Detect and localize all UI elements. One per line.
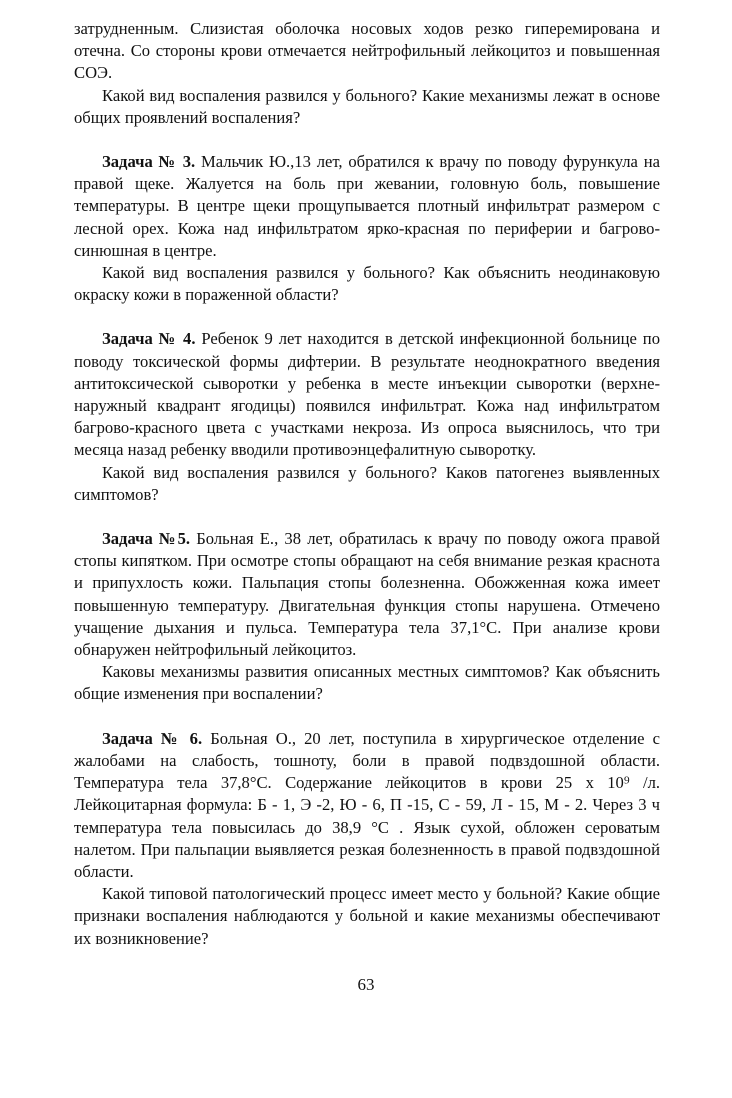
task-4-question: Какой вид воспаления развился у больного? Каков патогенез выявленных симптомов? — [74, 462, 660, 504]
task-4-paragraph — [74, 328, 660, 461]
task-3-paragraph — [74, 151, 660, 262]
spacer — [74, 506, 660, 528]
spacer — [74, 306, 660, 328]
task-5-question: Каковы механизмы развития описанных местных симптомов? Как объяснить общие изменения при воспалении? — [74, 662, 660, 704]
task-5-label: Задача №5. — [102, 529, 191, 549]
task-4-text: Ребенок 9 лет находится в детской инфекционной больнице по поводу токсической формы дифтерии. В результате неоднократного введения антитоксической сыворотки у ребенка в месте инъекции сыворотки (верхне-наружный квадрант ягодицы) появился инфильтрат. Кожа над инфильтратом багрово-красного цвета с участками некроза. Из опроса выяснилось, что три месяца назад ребенку вводили противоэнцефалитную сыворотку. — [74, 329, 660, 460]
task-6-label: Задача № 6. — [102, 728, 203, 748]
task-3-label: Задача № 3. — [102, 152, 196, 172]
task-4-label: Задача № 4. — [102, 329, 196, 349]
task-6-text: Больная О., 20 лет, поступила в хирургическое отделение с жалобами на слабость, тошноту, боли в правой подвздошной области. Температура тела 37,8°С. Содержание лейкоцитов в крови 25 х 10⁹ /л. Лейкоцитарная формула: Б - 1, Э -2, Ю - 6, П -15, С - 59, Л - 15, М - 2. Через 3 ч температура тела повысилась до 38,9 °С . Язык сухой, обложен сероватым налетом. При пальпации выявляется резкая болезненность в правой подвздошной области. — [74, 728, 660, 881]
task-3-text: Мальчик Ю.,13 лет, обратился к врачу по поводу фурункула на правой щеке. Жалуется на боль при жевании, головную боль, повышение температуры. В центре щеки прощупывается плотный инфильтрат размером с лесной орех. Кожа над инфильтратом ярко-красная по периферии и багрово-синюшная в центре. — [74, 152, 660, 260]
page-number: 63 — [357, 975, 375, 994]
continuation-paragraph: затрудненным. Слизистая оболочка носовых ходов резко гиперемирована и отечна. Со стороны крови отмечается нейтрофильный лейкоцитоз и повышенная СОЭ. — [74, 19, 660, 83]
page-text — [74, 18, 660, 950]
task-5-paragraph — [74, 528, 660, 661]
task-3-question: Какой вид воспаления развился у больного? Как объяснить неодинаковую окраску кожи в пораженной области? — [74, 263, 660, 305]
spacer — [74, 129, 660, 151]
task-6-paragraph — [74, 728, 660, 883]
task-6-question: Какой типовой патологический процесс имеет место у больной? Какие общие признаки воспаления наблюдаются у больной и какие механизмы обеспечивают их возникновение? — [74, 884, 660, 948]
spacer — [74, 706, 660, 728]
continuation-question: Какой вид воспаления развился у больного? Какие механизмы лежат в основе общих проявлений воспаления? — [74, 85, 660, 127]
task-5-text: Больная Е., 38 лет, обратилась к врачу по поводу ожога правой стопы кипятком. При осмотре стопы обращают на себя внимание резкая краснота и припухлость кожи. Пальпация стопы болезненна. Обожженная кожа имеет повышенную температуру. Двигательная функция стопы нарушена. Отмечено учащение дыхания и пульса. Температура тела 37,1°С. При анализе крови обнаружен нейтрофильный лейкоцитоз. — [74, 529, 660, 660]
